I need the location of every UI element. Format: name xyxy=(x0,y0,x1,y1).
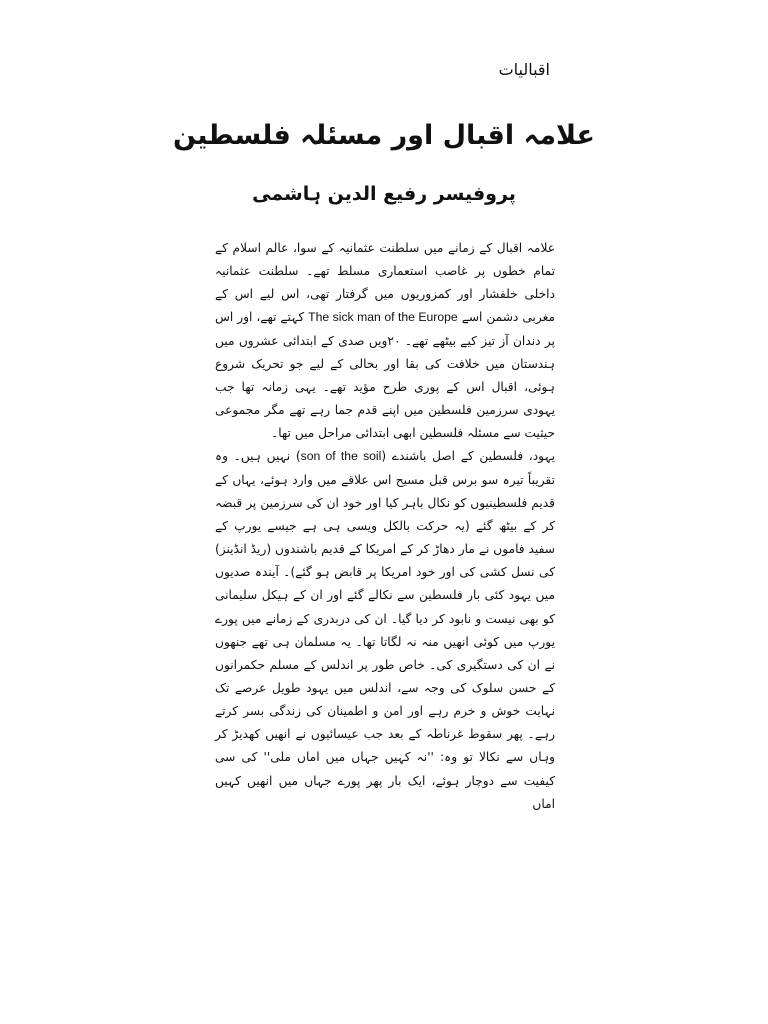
english-phrase: son of the soil xyxy=(300,449,382,464)
english-phrase: The sick man of the Europe xyxy=(308,310,458,325)
article-body xyxy=(215,237,555,816)
paragraph-text: کہتے تھے، اور اس پر دندان آز تیز کیے بیٹھے تھے۔ ۲۰ویں صدی کے ابتدائی عشروں میں ہندستان میں خلافت کی بقا اور بحالی کے لیے جو تحریک شروع ہوئی، اقبال اس کے پوری طرح مؤید تھے۔ یہی زمانہ تھا جب یہودی سرزمین فلسطین میں اپنے قدم جما رہے تھے مگر مجموعی حیثیت سے مسئلہ فلسطین ابھی ابتدائی مراحل میں تھا۔ xyxy=(215,310,555,441)
article-title: علامہ اقبال اور مسئلہ فلسطین xyxy=(172,120,596,151)
article-author: پروفیسر رفیع الدین ہاشمی xyxy=(252,183,516,205)
paragraph-text: علامہ اقبال کے زمانے میں سلطنت عثمانیہ کے سوا، عالم اسلام کے تمام خطوں پر غاصب استعماری مسلط تھے۔ سلطنت عثمانیہ داخلی خلفشار اور کمزوریوں میں گرفتار تھی، اس لیے اس کے مغربی دشمن اسے xyxy=(215,241,556,325)
paragraph-text: ) نہیں ہیں۔ وہ تقریباً تیرہ سو برس قبل مسیح اس علاقے میں وارد ہوئے، یہاں کے قدیم فلسطینیوں کو نکال باہر کیا اور خود ان کی سرزمین پر قبضہ کر کے بیٹھ گئے (یہ حرکت بالکل ویسی ہی ہے جیسے یورپ کے سفید فاموں نے مار دھاڑ کر کے امریکا کے قدیم باشندوں (ریڈ انڈینز) کی نسل کشی کی اور خود امریکا پر قابض ہو گئے)۔ آیندہ صدیوں میں یہود کئی بار فلسطین سے نکالے گئے اور ان کے ہیکل سلیمانی کو بھی نیست و نابود کر دیا گیا۔ ان کی دربدری کے زمانے میں پورے یورپ میں کوئی انھیں منہ نہ لگاتا تھا۔ یہ مسلمان ہی تھے جنھوں نے ان کی دستگیری کی۔ خاص طور پر اندلس کے مسلم حکمرانوں کے حسن سلوک کی وجہ سے، اندلس میں یہود طویل عرصے تک نہایت خوش و خرم رہے اور امن و اطمینان کی زندگی بسر کرتے رہے۔ پھر سقوط غرناطہ کے بعد جب عیسائیوں نے انھیں کھدیڑ کر وہاں سے نکالا تو وہ: ''نہ کہیں جہاں میں اماں ملی'' کی سی کیفیت سے دوچار ہوئے، ایک بار پھر پورے جہاں میں انھیں کہیں اماں xyxy=(215,449,555,811)
paragraph-text: یہود، فلسطین کے اصل باشندے ( xyxy=(381,449,555,464)
body-paragraph xyxy=(215,237,555,445)
body-paragraph xyxy=(215,445,555,816)
running-head: اقبالیات xyxy=(498,60,550,79)
